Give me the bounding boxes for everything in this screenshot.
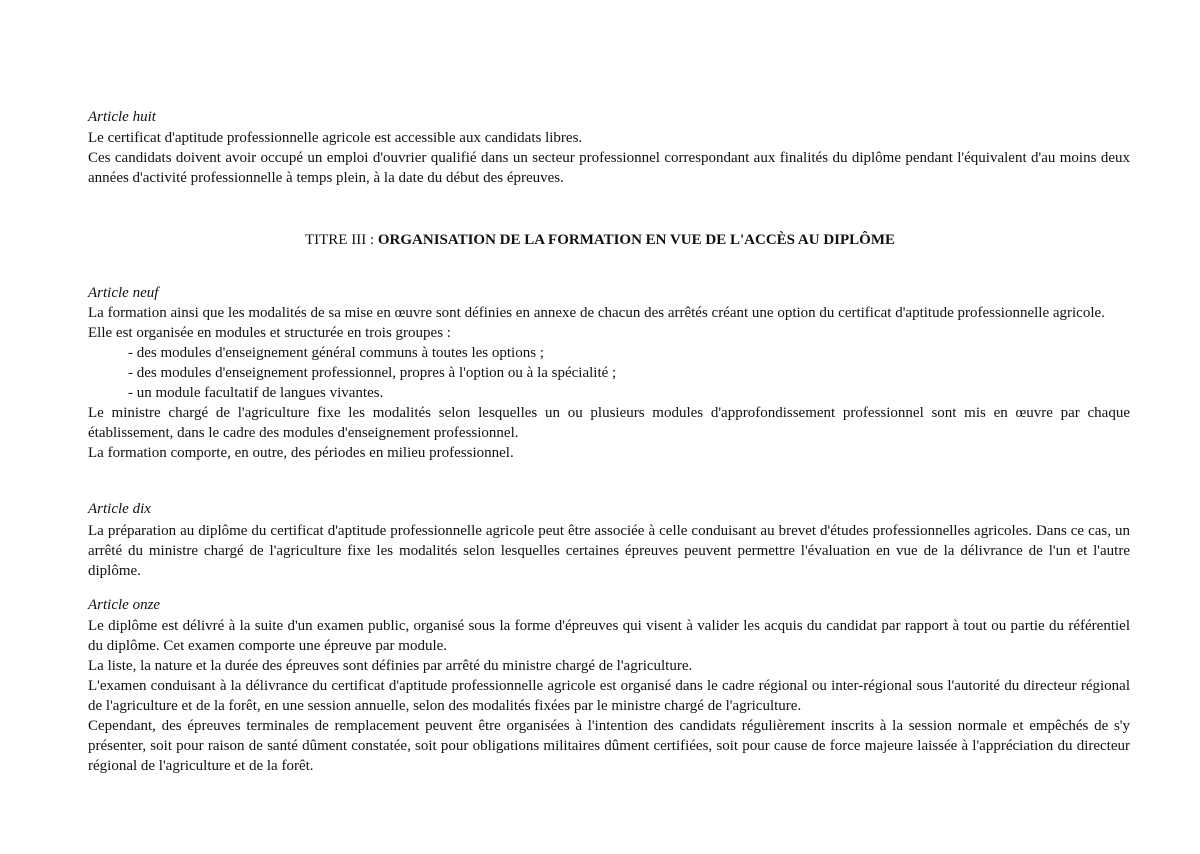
article-8-paragraph-2: Ces candidats doivent avoir occupé un emploi d'ouvrier qualifié dans un secteur professionnel correspondant aux finalités du diplôme pendant l'équivalent d'au moins deux années d'activité professionnelle à temps plein, à la date du début des épreuves.	[88, 150, 1130, 186]
article-9-group-list	[88, 343, 1130, 403]
article-9-paragraph-1: La formation ainsi que les modalités de sa mise en œuvre sont définies en annexe de chacun des arrêtés créant une option du certificat d'aptitude professionnelle agricole.	[88, 305, 1105, 321]
article-8-paragraph-1: Le certificat d'aptitude professionnelle agricole est accessible aux candidats libres.	[88, 130, 583, 146]
article-10-paragraph-1: La préparation au diplôme du certificat d'aptitude professionnelle agricole peut être associée à celle conduisant au brevet d'études professionnelles agricoles. Dans ce cas, un arrêté du ministre chargé de l'agriculture fixe les modalités selon lesquelles certaines épreuves peuvent permettre l'évaluation en vue de la délivrance de l'un et l'autre diplôme.	[88, 523, 1130, 579]
article-11-paragraph-4: Cependant, des épreuves terminales de remplacement peuvent être organisées à l'intention des candidats régulièrement inscrits à la session normale et empêchés de s'y présenter, soit pour raison de santé dûment constatée, soit pour obligations militaires dûment certifiées, soit pour cause de force majeure laissée à l'appréciation du directeur régional de l'agriculture et de la forêt.	[88, 718, 1130, 774]
article-8-heading: Article huit	[88, 109, 156, 125]
titre-3-heading	[0, 230, 1200, 250]
article-9-body	[88, 303, 1130, 463]
article-9-paragraph-4: La formation comporte, en outre, des périodes en milieu professionnel.	[88, 445, 514, 461]
article-11-paragraph-1: Le diplôme est délivré à la suite d'un examen public, organisé sous la forme d'épreuves qui visent à valider les acquis du candidat par rapport à tout ou partie du référentiel du diplôme. Cet examen comporte une épreuve par module.	[88, 618, 1130, 654]
list-item: - un module facultatif de langues vivantes.	[128, 385, 384, 401]
article-11-paragraph-2: La liste, la nature et la durée des épreuves sont définies par arrêté du ministre chargé de l'agriculture.	[88, 658, 693, 674]
article-10-heading: Article dix	[88, 501, 151, 517]
article-10-body	[88, 521, 1130, 581]
article-9-heading: Article neuf	[88, 285, 159, 301]
article-11-heading: Article onze	[88, 597, 161, 613]
list-item: - des modules d'enseignement professionnel, propres à l'option ou à la spécialité ;	[128, 365, 617, 381]
titre-3-title: ORGANISATION DE LA FORMATION EN VUE DE L'ACCÈS AU DIPLÔME	[377, 232, 896, 248]
article-11-body	[88, 616, 1130, 776]
article-8-body	[88, 128, 1130, 188]
titre-3-prefix: TITRE III :	[304, 232, 378, 248]
article-11-paragraph-3: L'examen conduisant à la délivrance du certificat d'aptitude professionnelle agricole est organisé dans le cadre régional ou inter-régional sous l'autorité du directeur régional de l'agriculture et de la forêt, en une session annuelle, selon des modalités fixées par le ministre chargé de l'agriculture.	[88, 678, 1130, 714]
article-9-paragraph-2: Elle est organisée en modules et structurée en trois groupes :	[88, 325, 451, 341]
article-9-paragraph-3: Le ministre chargé de l'agriculture fixe les modalités selon lesquelles un ou plusieurs modules d'approfondissement professionnel sont mis en œuvre par chaque établissement, dans le cadre des modules d'enseignement professionnel.	[88, 405, 1130, 441]
list-item: - des modules d'enseignement général communs à toutes les options ;	[128, 345, 544, 361]
